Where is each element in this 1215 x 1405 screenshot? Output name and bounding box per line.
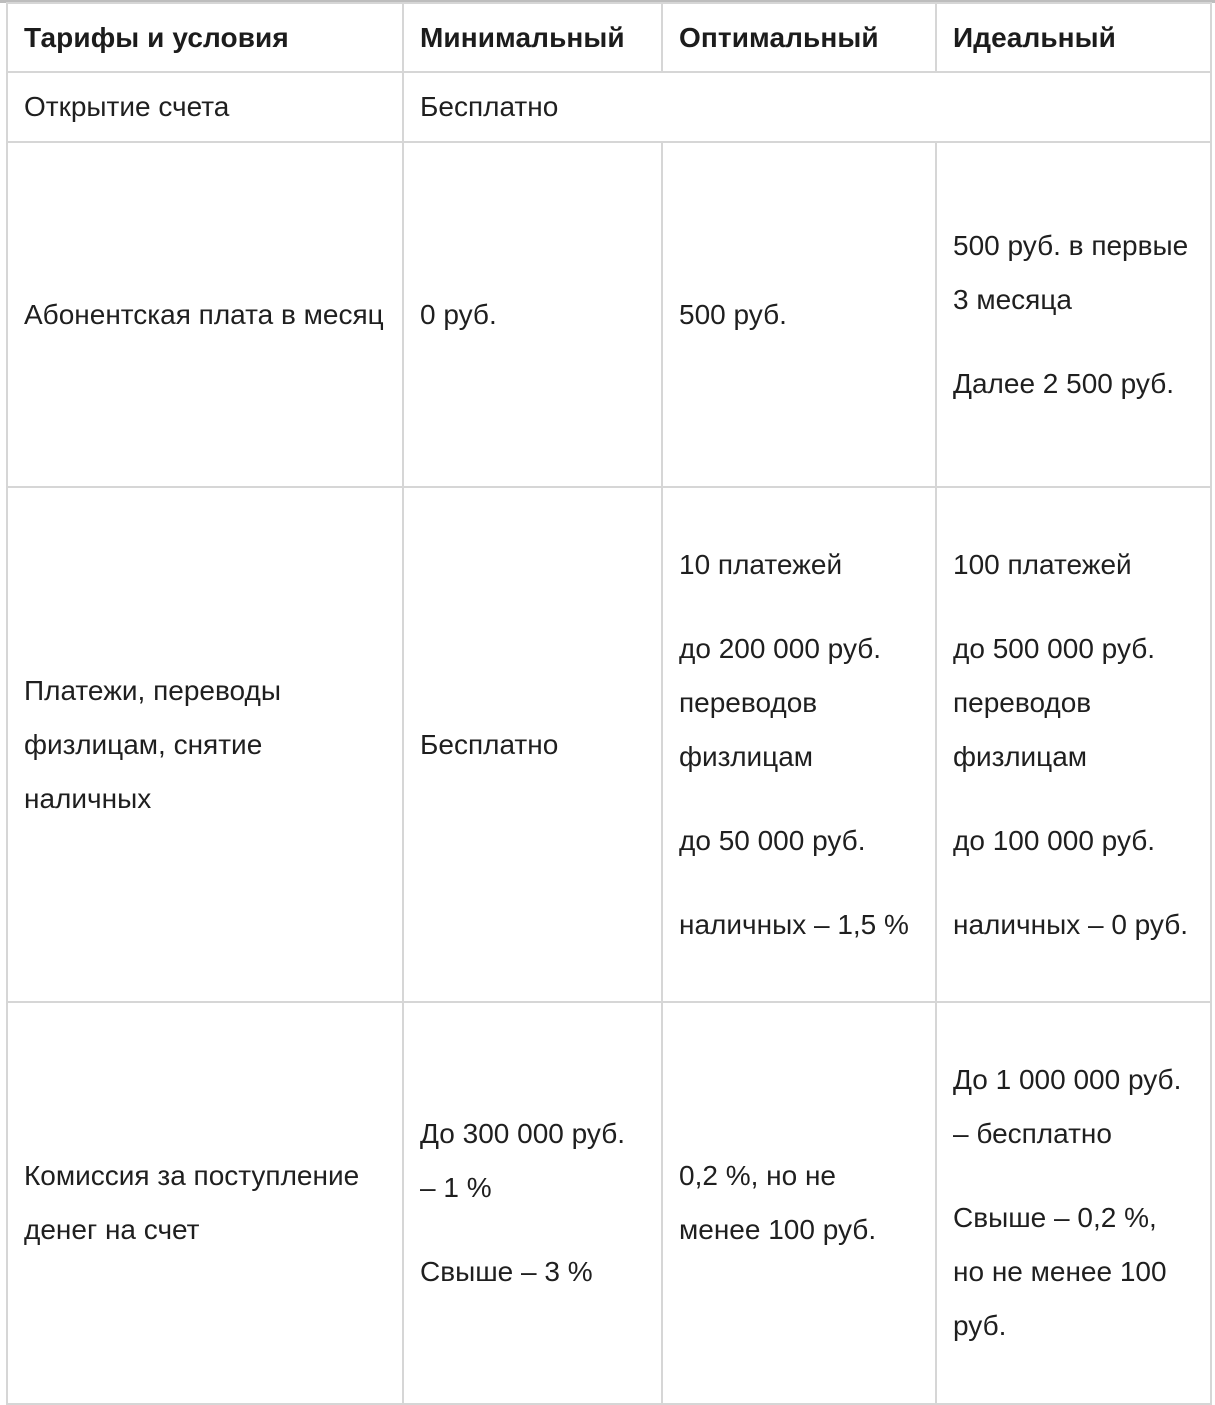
cell-minimal — [403, 1002, 662, 1404]
row-label — [7, 142, 403, 487]
header-tariffs-conditions: Тарифы и условия — [7, 3, 403, 72]
row-label: Открытие счета — [7, 72, 403, 142]
row-label — [7, 487, 403, 1002]
cell-minimal — [403, 487, 662, 1002]
table-header-row — [7, 3, 1211, 72]
row-label — [7, 1002, 403, 1404]
cell-text: Свыше – 3 % — [420, 1256, 593, 1287]
cell-optimal — [662, 487, 936, 1002]
cell-text: Свыше – 0,2 %, но не менее 100 руб. — [953, 1202, 1167, 1341]
cell-ideal — [936, 1002, 1211, 1404]
header-optimal: Оптимальный — [662, 3, 936, 72]
cell-text: наличных – 1,5 % — [679, 908, 909, 940]
cell-text: 100 платежей — [953, 548, 1132, 580]
row-label-text: Абонентская плата в месяц — [24, 298, 384, 330]
cell-text: Бесплатно — [420, 728, 559, 760]
table-row-account-opening — [7, 72, 1211, 142]
row-label-text: Платежи, переводы физлицам, снятие наличных — [24, 674, 281, 814]
cell-text: 0,2 %, но не менее 100 руб. — [679, 1160, 877, 1245]
cell-minimal — [403, 142, 662, 487]
cell-text: до 100 000 руб. — [953, 824, 1156, 856]
row-label-text: Комиссия за поступление денег на счет — [24, 1160, 360, 1245]
tariffs-comparison-table — [6, 2, 1212, 1405]
table-row-monthly-fee — [7, 142, 1211, 487]
table-row-incoming-commission — [7, 1002, 1211, 1404]
cell-text: До 1 000 000 руб. – бесплатно — [953, 1064, 1182, 1149]
cell-optimal — [662, 1002, 936, 1404]
cell-text: Далее 2 500 руб. — [953, 367, 1175, 399]
cell-text: до 50 000 руб. — [679, 824, 866, 856]
cell-optimal — [662, 142, 936, 487]
cell-text: 500 руб. — [679, 298, 787, 330]
cell-ideal — [936, 487, 1211, 1002]
cell-text: до 200 000 руб. переводов физлицам — [679, 632, 882, 772]
cell-text: наличных – 0 руб. — [953, 908, 1189, 940]
cell-text: До 300 000 руб. – 1 % — [420, 1118, 626, 1203]
cell-text: 0 руб. — [420, 298, 497, 330]
cell-text: 10 платежей — [679, 548, 843, 580]
header-ideal: Идеальный — [936, 3, 1211, 72]
cell-ideal — [936, 142, 1211, 487]
cell-text: до 500 000 руб. переводов физлицам — [953, 632, 1156, 772]
table-row-payments-transfers — [7, 487, 1211, 1002]
header-minimal: Минимальный — [403, 3, 662, 72]
merged-value-cell: Бесплатно — [403, 72, 1211, 142]
cell-text: 500 руб. в первые 3 месяца — [953, 229, 1189, 315]
